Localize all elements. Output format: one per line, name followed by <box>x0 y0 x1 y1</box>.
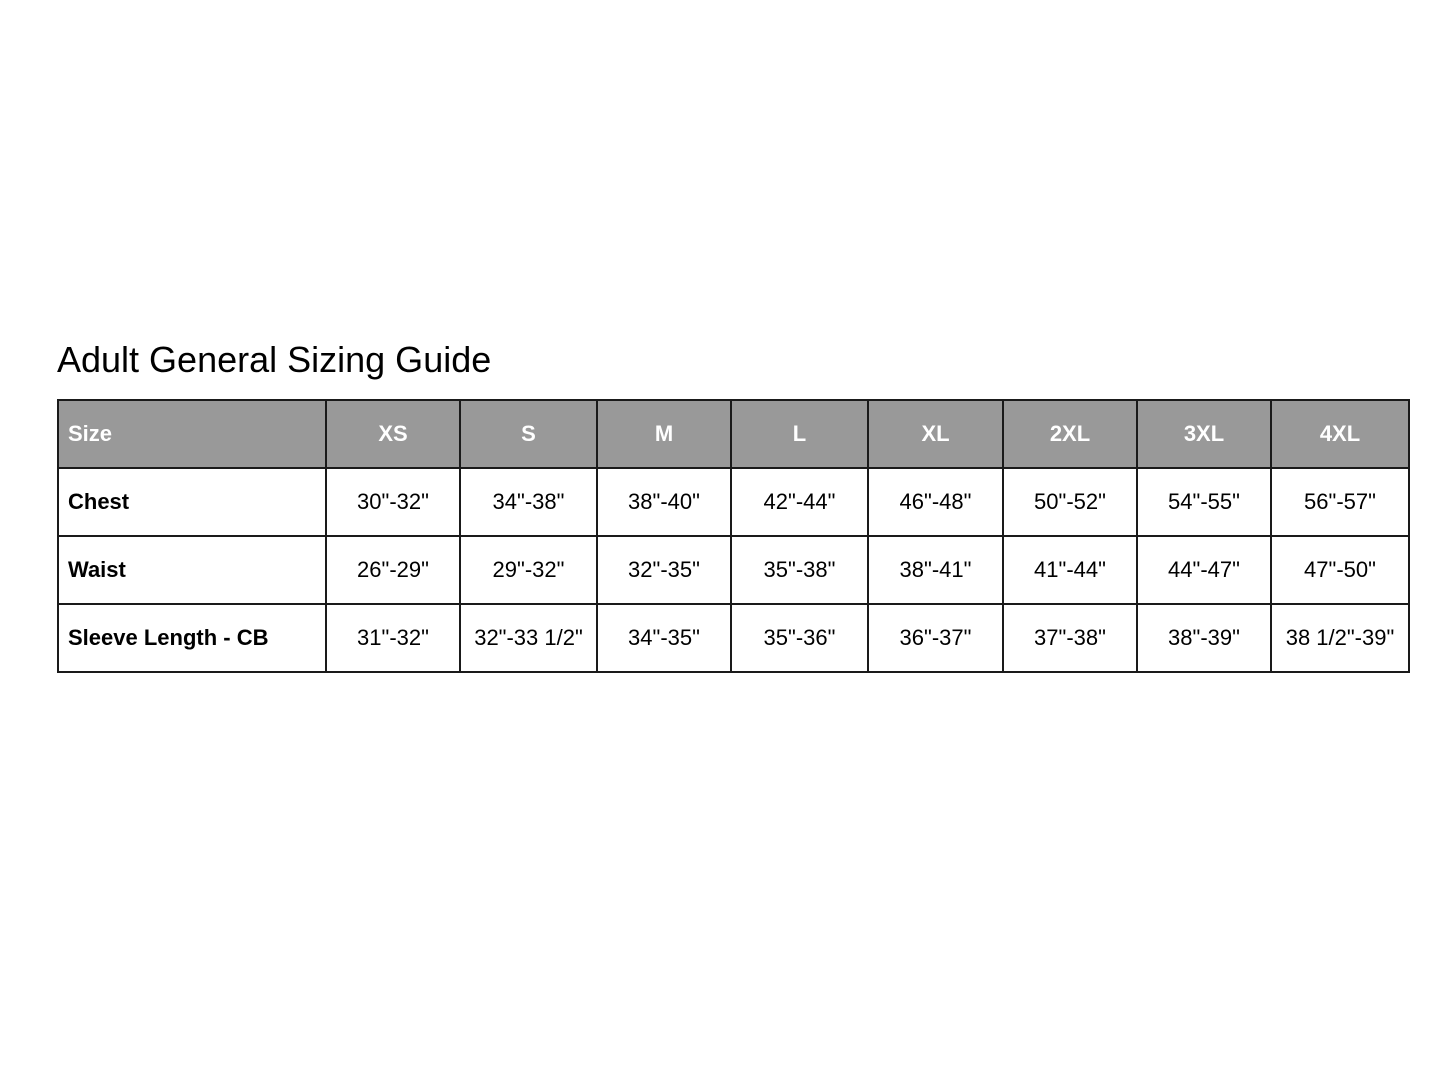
table-cell: 30"-32" <box>326 468 460 536</box>
header-size-label: Size <box>58 400 326 468</box>
sizing-table <box>57 399 1410 673</box>
table-cell: 32"-33 1/2" <box>460 604 597 672</box>
table-cell: 54"-55" <box>1137 468 1271 536</box>
header-size-3xl: 3XL <box>1137 400 1271 468</box>
header-size-4xl: 4XL <box>1271 400 1409 468</box>
row-label-sleeve-length: Sleeve Length - CB <box>58 604 326 672</box>
table-cell: 42"-44" <box>731 468 868 536</box>
header-size-2xl: 2XL <box>1003 400 1137 468</box>
table-cell: 31"-32" <box>326 604 460 672</box>
header-size-xl: XL <box>868 400 1003 468</box>
table-cell: 56"-57" <box>1271 468 1409 536</box>
table-cell: 44"-47" <box>1137 536 1271 604</box>
table-cell: 38"-39" <box>1137 604 1271 672</box>
table-cell: 36"-37" <box>868 604 1003 672</box>
header-row <box>58 400 1409 468</box>
table-cell: 32"-35" <box>597 536 731 604</box>
table-row-sleeve-length <box>58 604 1409 672</box>
table-cell: 50"-52" <box>1003 468 1137 536</box>
table-cell: 34"-38" <box>460 468 597 536</box>
row-label-waist: Waist <box>58 536 326 604</box>
table-cell: 35"-36" <box>731 604 868 672</box>
header-size-s: S <box>460 400 597 468</box>
table-cell: 26"-29" <box>326 536 460 604</box>
table-row-waist <box>58 536 1409 604</box>
table-cell: 38"-40" <box>597 468 731 536</box>
table-cell: 46"-48" <box>868 468 1003 536</box>
table-cell: 29"-32" <box>460 536 597 604</box>
row-label-chest: Chest <box>58 468 326 536</box>
table-cell: 37"-38" <box>1003 604 1137 672</box>
table-cell: 41"-44" <box>1003 536 1137 604</box>
page-title: Adult General Sizing Guide <box>57 339 492 380</box>
table-cell: 38"-41" <box>868 536 1003 604</box>
table-cell: 47"-50" <box>1271 536 1409 604</box>
table-cell: 38 1/2"-39" <box>1271 604 1409 672</box>
table-row-chest <box>58 468 1409 536</box>
table-cell: 34"-35" <box>597 604 731 672</box>
header-size-m: M <box>597 400 731 468</box>
header-size-l: L <box>731 400 868 468</box>
table-cell: 35"-38" <box>731 536 868 604</box>
header-size-xs: XS <box>326 400 460 468</box>
